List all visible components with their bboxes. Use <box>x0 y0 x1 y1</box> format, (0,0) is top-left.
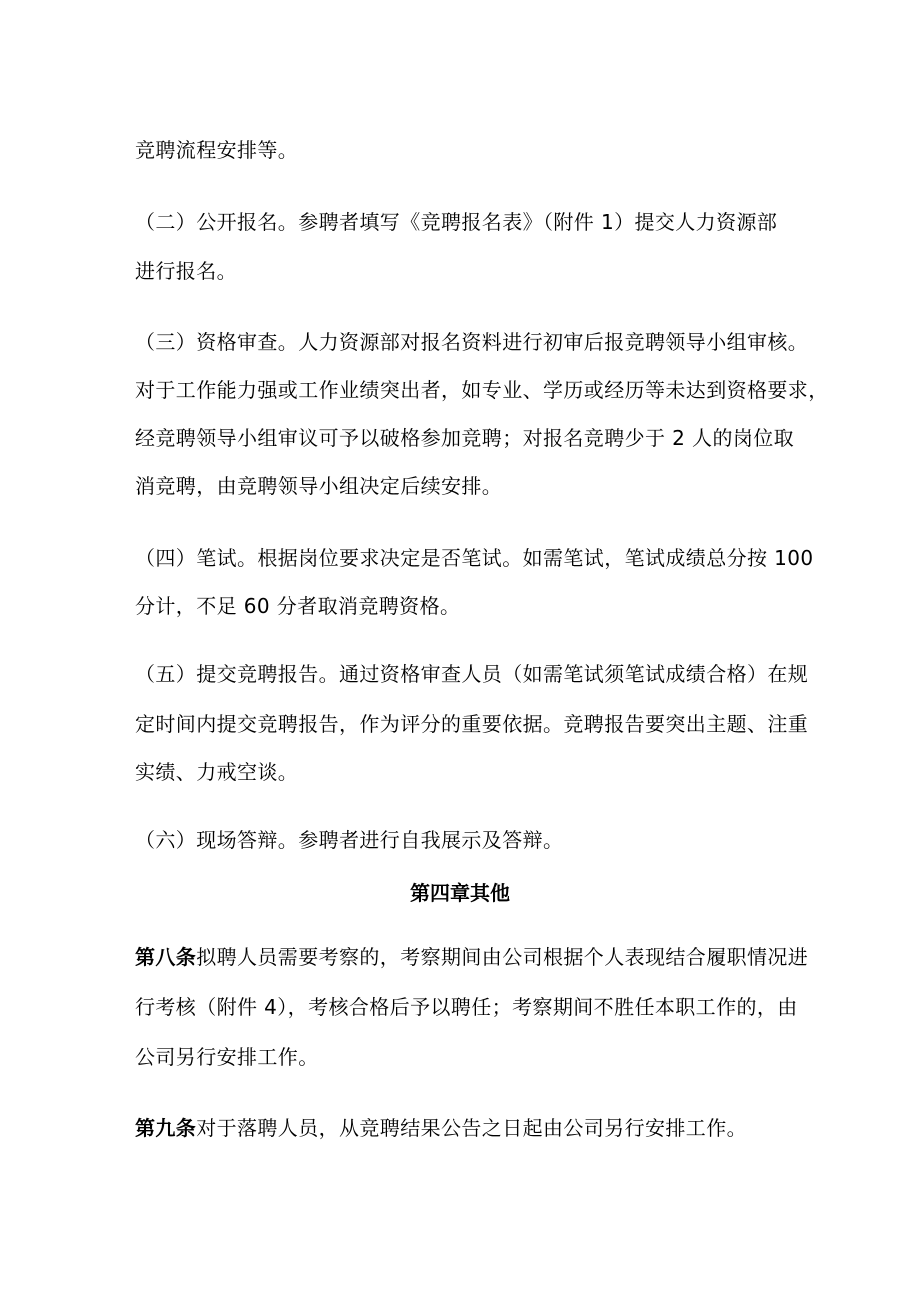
text-line: （三）资格审查。人力资源部对报名资料进行初审后报竞聘领导小组审核。 <box>135 330 809 354</box>
text-line: （六）现场答辩。参聘者进行自我展示及答辩。 <box>135 828 564 852</box>
text-line: （四）笔试。根据岗位要求决定是否笔试。如需笔试，笔试成绩总分按 100 <box>135 546 814 570</box>
text-line: 对于工作能力强或工作业绩突出者，如专业、学历或经历等未达到资格要求， <box>135 378 829 402</box>
article-9-text: 对于落聘人员，从竞聘结果公告之日起由公司另行安排工作。 <box>196 1116 748 1140</box>
article-9-line <box>135 1114 747 1142</box>
article-8-line-3: 公司另行安排工作。 <box>135 1045 319 1069</box>
text-line: 经竞聘领导小组审议可予以破格参加竞聘；对报名竞聘少于 2 人的岗位取 <box>135 426 795 450</box>
text-line: 进行报名。 <box>135 259 237 283</box>
text-line: （五）提交竞聘报告。通过资格审查人员（如需笔试须笔试成绩合格）在规 <box>135 662 809 686</box>
article-8-line-2: 行考核（附件 4），考核合格后予以聘任；考察期间不胜任本职工作的，由 <box>135 995 798 1019</box>
article-8-text: 拟聘人员需要考察的，考察期间由公司根据个人表现结合履职情况进 <box>196 945 809 969</box>
article-9-label: 第九条 <box>135 1116 197 1140</box>
article-8-line-1 <box>135 943 808 971</box>
chapter-heading: 第四章其他 <box>410 881 510 905</box>
text-line: 实绩、力戒空谈。 <box>135 760 299 784</box>
article-8-label: 第八条 <box>135 945 197 969</box>
text-line: 消竞聘，由竞聘领导小组决定后续安排。 <box>135 474 503 498</box>
text-line: （二）公开报名。参聘者填写《竞聘报名表》（附件 1）提交人力资源部 <box>135 210 778 234</box>
text-line: 竞聘流程安排等。 <box>135 138 299 162</box>
text-line: 定时间内提交竞聘报告，作为评分的重要依据。竞聘报告要突出主题、注重 <box>135 712 809 736</box>
text-line: 分计，不足 60 分者取消竞聘资格。 <box>135 594 461 618</box>
